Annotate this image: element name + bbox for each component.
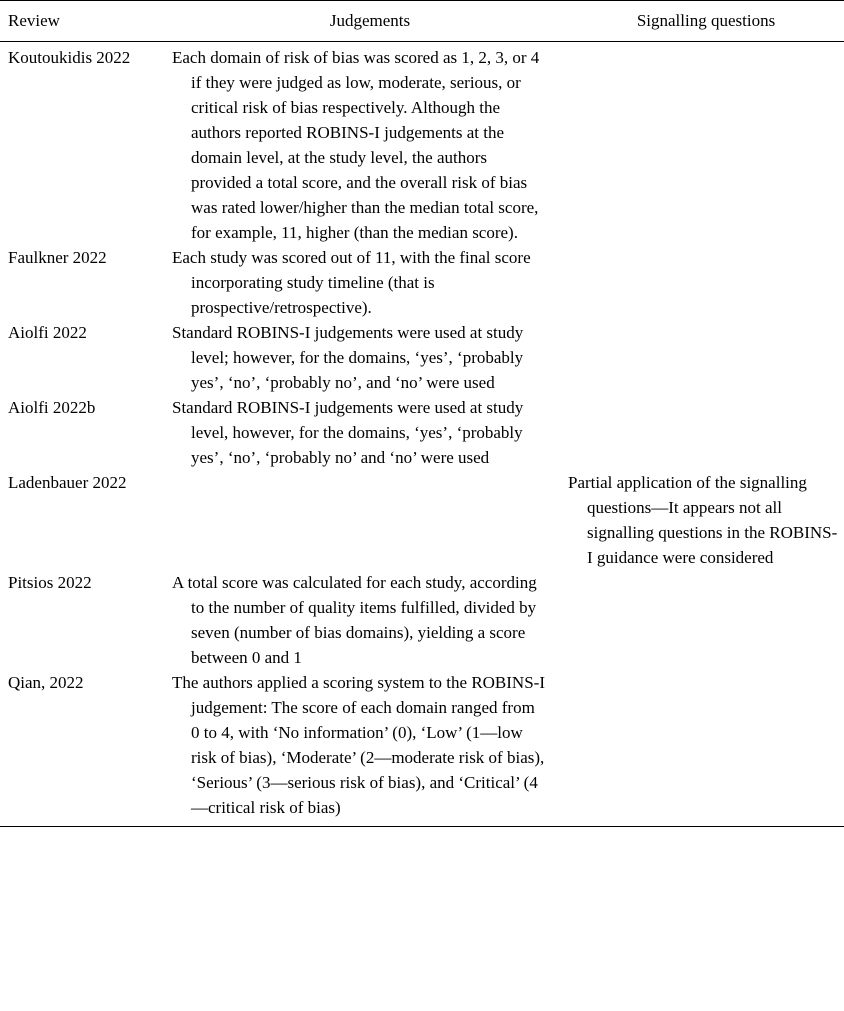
judgement-cell: Each domain of risk of bias was scored as 1, 2, 3, or 4 if they were judged as low, moderate, serious, or critical risk of bias respectively. Although the authors reported ROBINS-I judgements at the domain level, at the study level, the authors provided a total score, and the overall risk of bias was rated lower/higher than the median total score, for example, 11, higher (than the median score). <box>172 48 540 242</box>
signalling-cell <box>568 245 844 320</box>
signalling-cell <box>568 670 844 820</box>
table-row <box>0 670 844 820</box>
table-row <box>0 470 844 570</box>
table-row <box>0 395 844 470</box>
signalling-cell <box>568 570 844 670</box>
judgement-cell <box>172 470 568 570</box>
review-cell: Faulkner 2022 <box>8 248 107 267</box>
review-cell: Qian, 2022 <box>8 673 84 692</box>
table-row <box>0 320 844 395</box>
judgement-cell: Each study was scored out of 11, with the final score incorporating study timeline (that is prospective/retrospective). <box>172 248 531 317</box>
review-cell: Aiolfi 2022b <box>8 398 96 417</box>
table-body <box>0 42 844 826</box>
signalling-cell <box>568 45 844 245</box>
judgement-cell: A total score was calculated for each study, according to the number of quality items fulfilled, divided by seven (number of bias domains), yielding a score between 0 and 1 <box>172 573 537 667</box>
table-row <box>0 245 844 320</box>
table-header-row <box>0 1 844 42</box>
header-review: Review <box>8 11 60 30</box>
signalling-cell: Partial application of the signalling questions—It appears not all signalling questions in the ROBINS-I guidance were considered <box>568 473 838 567</box>
review-cell: Ladenbauer 2022 <box>8 473 127 492</box>
table-row <box>0 45 844 245</box>
signalling-cell <box>568 395 844 470</box>
header-judgements: Judgements <box>329 11 411 30</box>
signalling-cell <box>568 320 844 395</box>
review-cell: Aiolfi 2022 <box>8 323 87 342</box>
judgement-cell: Standard ROBINS-I judgements were used at study level; however, for the domains, ‘yes’, ‘probably yes’, ‘no’, ‘probably no’, and ‘no’ were used <box>172 323 524 392</box>
judgement-cell: The authors applied a scoring system to the ROBINS-I judgement: The score of each domain ranged from 0 to 4, with ‘No information’ (0), ‘Low’ (1—low risk of bias), ‘Moderate’ (2—moderate risk of bias), ‘Serious’ (3—serious risk of bias), and ‘Critical’ (4—critical risk of bias) <box>172 673 545 817</box>
header-signalling-questions: Signalling questions <box>636 11 776 30</box>
review-cell: Koutoukidis 2022 <box>8 48 131 67</box>
table-row <box>0 570 844 670</box>
judgement-cell: Standard ROBINS-I judgements were used at study level, however, for the domains, ‘yes’, ‘probably yes’, ‘no’, ‘probably no’ and ‘no’ were used <box>172 398 524 467</box>
review-cell: Pitsios 2022 <box>8 573 92 592</box>
